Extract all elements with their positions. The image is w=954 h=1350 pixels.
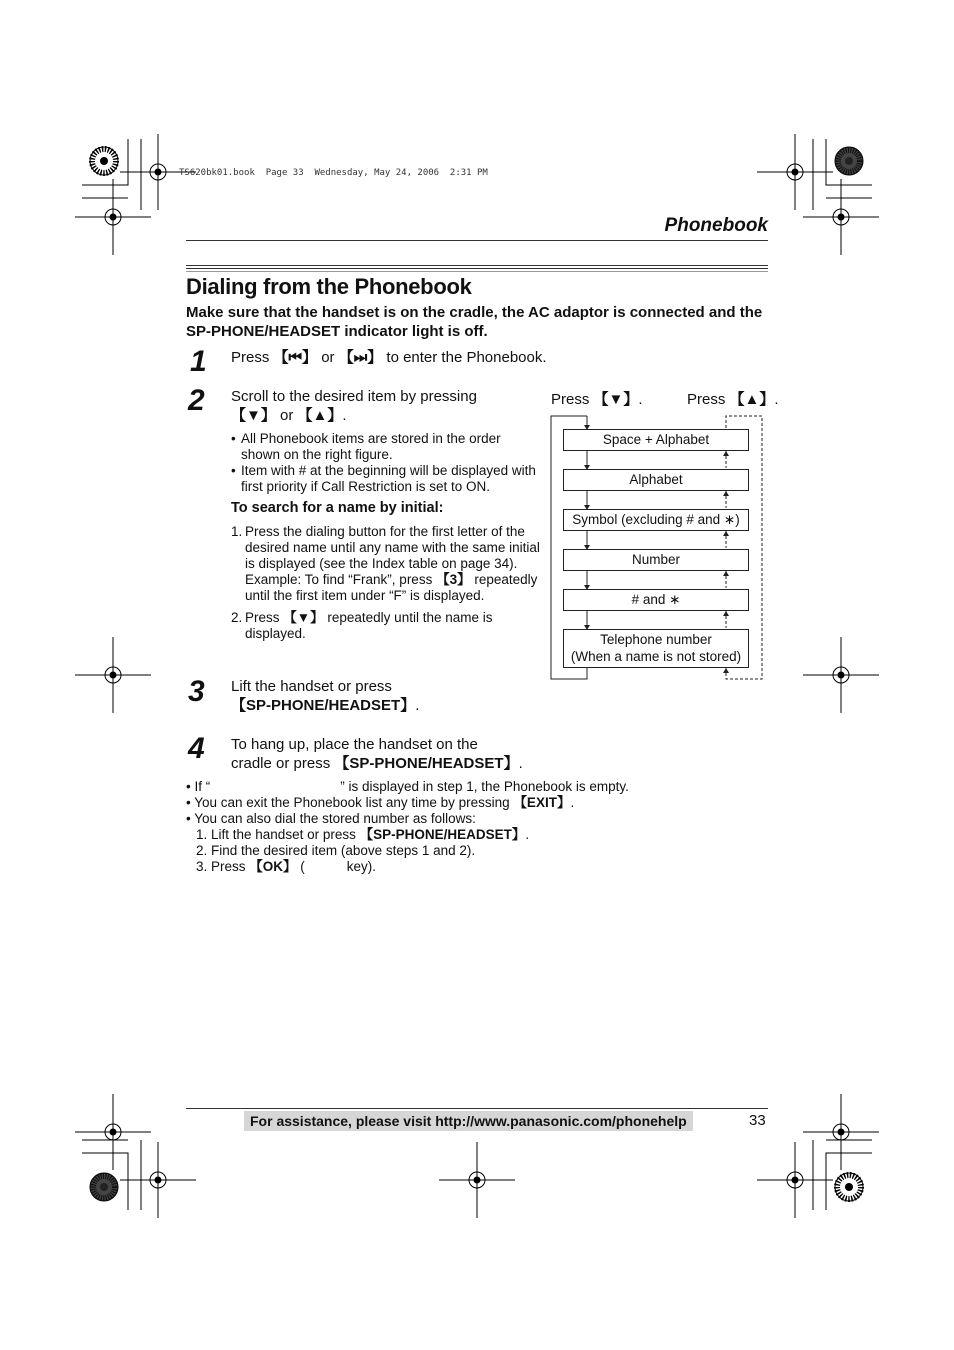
order-box-telephone-number <box>563 629 749 668</box>
key-up: 【▲】 <box>297 407 343 424</box>
note-sub-3 <box>186 859 776 875</box>
intro-text: Make sure that the handset is on the cradle, the AC adaptor is connected and the SP-PHONE/HEADSET indicator light is off. <box>186 304 763 340</box>
press-up-end: . <box>774 391 779 408</box>
step-3-text <box>231 677 419 715</box>
step-3-end: . <box>415 697 420 714</box>
step-3-line1: Lift the handset or press <box>231 678 392 695</box>
note-sub-2: 2. Find the desired item (above steps 1 and 2). <box>196 843 476 858</box>
order-box-space-alphabet: Space + Alphabet <box>563 429 749 451</box>
press-up-pre: Press <box>687 391 730 408</box>
step-3-number: 3 <box>188 675 205 708</box>
key-sp-phone-headset: 【SP-PHONE/HEADSET】 <box>231 697 416 714</box>
list-item: • Item with # at the beginning will be displayed with first priority if Call Restriction is set to ON. <box>231 463 541 495</box>
step-4-line1: To hang up, place the handset on the <box>231 736 478 753</box>
key-3: 【3】 <box>436 572 471 587</box>
search-1-num: 1. <box>231 524 243 539</box>
note-1-pre: If “ <box>194 779 211 794</box>
step-2-line1: Scroll to the desired item by pressing <box>231 388 477 405</box>
note-sub-1 <box>186 827 776 843</box>
key-sp-phone-headset: 【SP-PHONE/HEADSET】 <box>334 755 519 772</box>
section-title: Phonebook <box>664 215 768 236</box>
key-sp-phone-headset: 【SP-PHONE/HEADSET】 <box>359 827 526 842</box>
step-2-number: 2 <box>188 384 205 417</box>
search-1-text: Press the dialing button for the first letter of the desired name until any name with the same initial is displayed (see the Index table on page 34). <box>245 524 540 571</box>
order-box-hash-star: # and ∗ <box>563 589 749 611</box>
step-1-pre: Press <box>231 349 274 366</box>
step-2-or: or <box>275 407 298 424</box>
search-1-example: Example: To find “Frank”, press <box>245 572 437 587</box>
key-ok: 【OK】 <box>249 859 297 874</box>
search-heading: To search for a name by initial: <box>231 500 444 516</box>
search-2-post: repeatedly until the name is displayed. <box>245 610 493 641</box>
footer-rule <box>186 1108 768 1109</box>
step-4-text <box>231 735 523 773</box>
sub-3-mid: ( <box>296 859 305 874</box>
sub-1-end: . <box>525 827 530 842</box>
list-item: • All Phonebook items are stored in the order shown on the right figure. <box>231 431 541 463</box>
search-2-num: 2. <box>231 610 243 625</box>
search-1-example-post: repeatedly until the first item under “F” is displayed. <box>245 572 538 603</box>
search-2-pre: Press <box>245 610 284 625</box>
telephone-number-line1: Telephone number <box>600 632 712 647</box>
press-down-pre: Press <box>551 391 594 408</box>
step-1-number: 1 <box>190 345 207 378</box>
key-prev: 【⏮】 <box>273 349 318 366</box>
step-1-mid: or <box>317 349 339 366</box>
step-4-line2: cradle or press <box>231 755 335 772</box>
assistance-banner: For assistance, please visit http://www.panasonic.com/phonehelp <box>244 1111 693 1131</box>
step-4-end: . <box>518 755 523 772</box>
key-exit: 【EXIT】 <box>513 795 571 810</box>
note-1-post: ” is displayed in step 1, the Phonebook is empty. <box>340 779 629 794</box>
key-down: 【▼】 <box>231 407 276 424</box>
sub-3-pre: 3. Press <box>196 859 250 874</box>
print-info: TS620bk01.book Page 33 Wednesday, May 24, 2006 2:31 PM <box>179 168 488 178</box>
key-down: 【▼】 <box>593 391 639 408</box>
note-2-pre: You can exit the Phonebook list any time by pressing <box>194 795 514 810</box>
step-2-end: . <box>342 407 347 424</box>
notes <box>186 779 776 875</box>
note-2-end: . <box>570 795 575 810</box>
step-1-post: to enter the Phonebook. <box>382 349 547 366</box>
key-down: 【▼】 <box>283 610 324 625</box>
sub-3-end: key). <box>346 859 377 874</box>
page-title: Dialing from the Phonebook <box>186 274 472 299</box>
note-dial: • You can also dial the stored number as follows: <box>186 811 476 826</box>
order-box-number: Number <box>563 549 749 571</box>
note-empty: • If “ ” is displayed in step 1, the Phonebook is empty. <box>186 779 629 794</box>
press-down-end: . <box>638 391 643 408</box>
key-up: 【▲】 <box>729 391 775 408</box>
order-box-alphabet: Alphabet <box>563 469 749 491</box>
note-3-text: You can also dial the stored number as follows: <box>194 811 476 826</box>
step-4-number: 4 <box>188 732 205 765</box>
key-next: 【⏭】 <box>338 349 383 366</box>
telephone-number-line2: (When a name is not stored) <box>570 649 742 664</box>
order-box-symbol: Symbol (excluding # and ∗) <box>563 509 749 531</box>
page-number: 33 <box>749 1112 766 1129</box>
sub-1-pre: 1. Lift the handset or press <box>196 827 360 842</box>
note-exit: • You can exit the Phonebook list any time by pressing 【EXIT】. <box>186 795 575 810</box>
